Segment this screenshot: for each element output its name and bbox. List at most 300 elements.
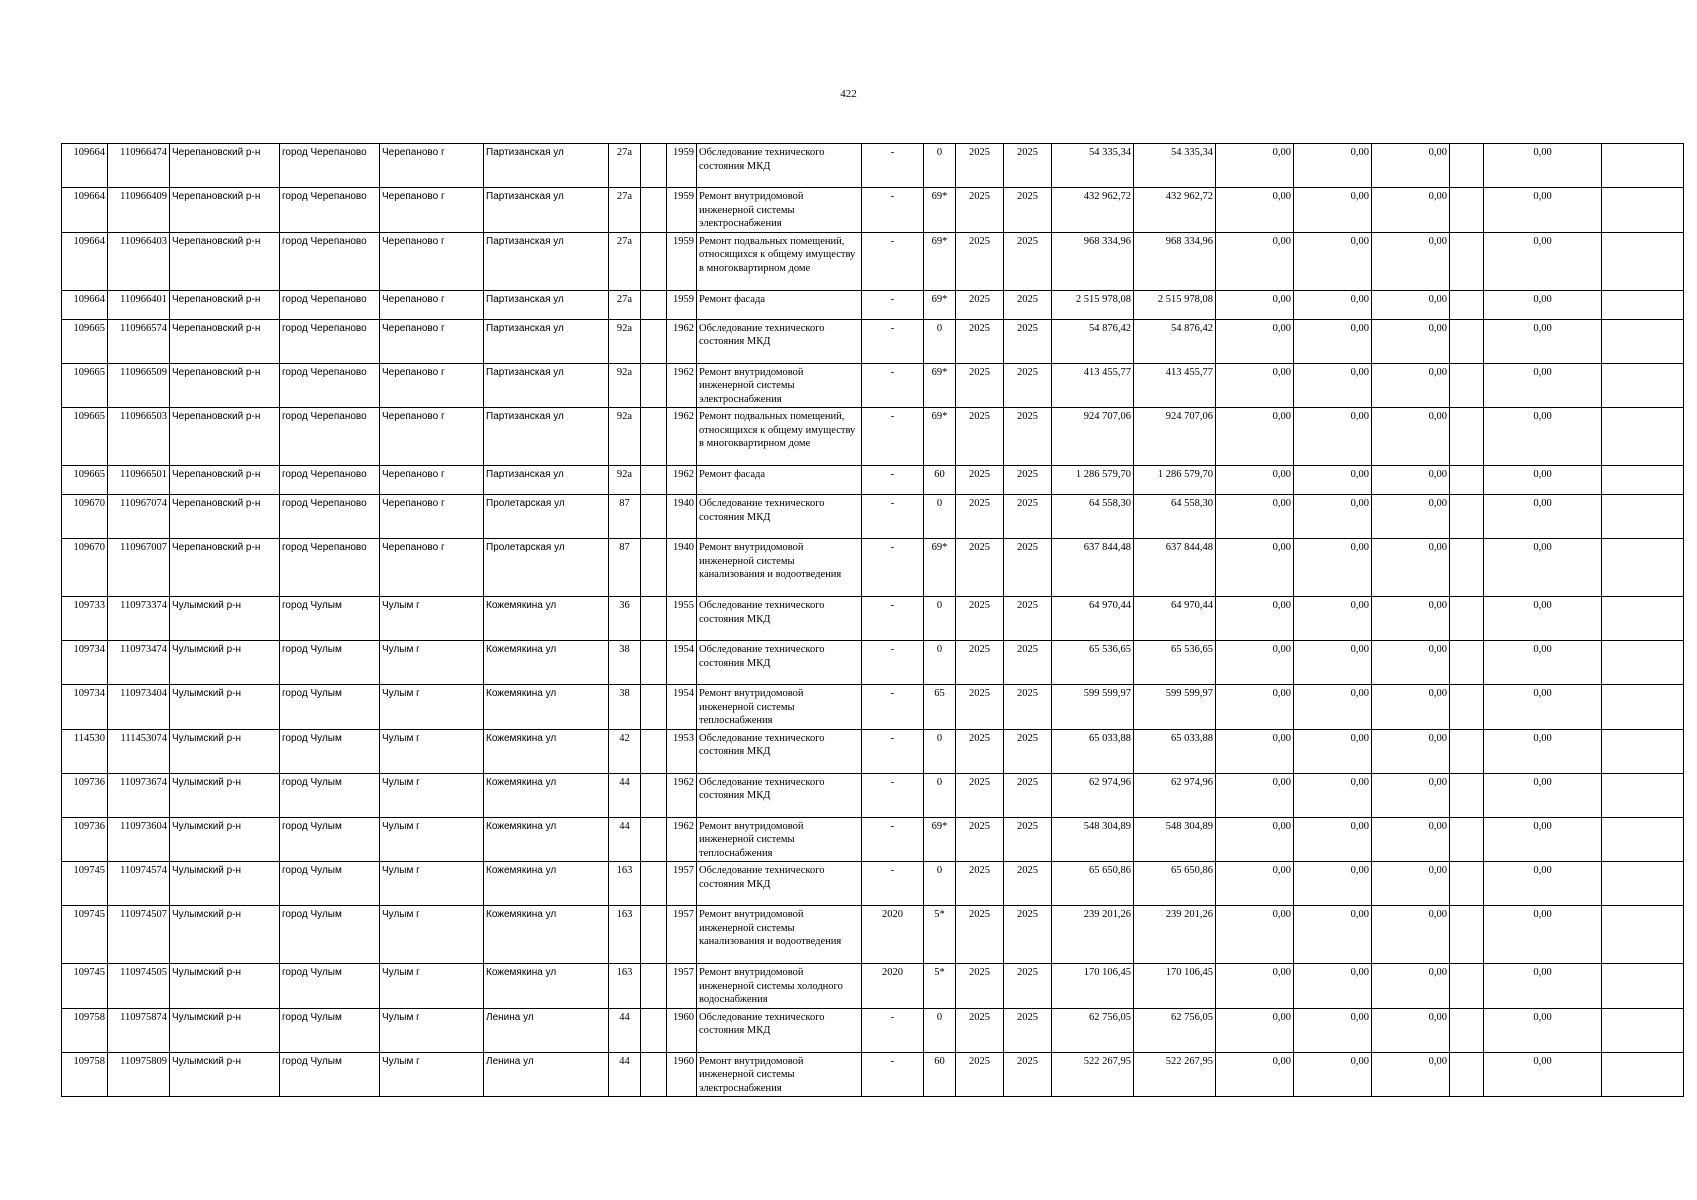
cell-work-type: Ремонт внутридомовой инженерной системы канализования и водоотведения xyxy=(697,539,862,597)
cell-work-id: 110966409 xyxy=(108,188,170,233)
cell-local-budget: 0,00 xyxy=(1372,964,1450,1009)
cell-other-sources: 0,00 xyxy=(1484,817,1602,862)
cell-work-id: 110966509 xyxy=(108,363,170,408)
cell-plan-year-end: 2025 xyxy=(1004,641,1052,685)
cell-fund-subsidy: 0,00 xyxy=(1216,144,1294,188)
cell-municipality: город Черепаново xyxy=(280,495,380,539)
cell-last-repair-year: - xyxy=(862,773,924,817)
cell-locality: Чулым г xyxy=(380,641,484,685)
cell-local-budget: 0,00 xyxy=(1372,539,1450,597)
cell-building xyxy=(641,144,667,188)
cell-wear-percent: 0 xyxy=(924,144,956,188)
cell-note xyxy=(1602,319,1684,363)
table-row xyxy=(62,964,1684,1009)
cell-own-funds: 54 335,34 xyxy=(1134,144,1216,188)
cell-municipality: город Чулым xyxy=(280,817,380,862)
cell-work-type: Ремонт внутридомовой инженерной системы электроснабжения xyxy=(697,188,862,233)
cell-plan-year-end: 2025 xyxy=(1004,597,1052,641)
cell-house-id: 109664 xyxy=(62,232,108,290)
cell-district: Чулымский р-н xyxy=(170,862,280,906)
cell-fund-subsidy: 0,00 xyxy=(1216,466,1294,495)
cell-spacer xyxy=(1450,597,1484,641)
cell-plan-year-start: 2025 xyxy=(956,290,1004,319)
cell-work-type: Обследование технического состояния МКД xyxy=(697,144,862,188)
cell-plan-year-start: 2025 xyxy=(956,906,1004,964)
cell-local-budget: 0,00 xyxy=(1372,466,1450,495)
cell-street: Партизанская ул xyxy=(484,408,609,466)
cell-house-id: 109733 xyxy=(62,597,108,641)
cell-work-id: 110967007 xyxy=(108,539,170,597)
cell-house-number: 44 xyxy=(609,773,641,817)
cell-own-funds: 65 536,65 xyxy=(1134,641,1216,685)
cell-locality: Черепаново г xyxy=(380,232,484,290)
cell-own-funds: 1 286 579,70 xyxy=(1134,466,1216,495)
cell-district: Чулымский р-н xyxy=(170,729,280,773)
cell-last-repair-year: - xyxy=(862,408,924,466)
cell-year-built: 1954 xyxy=(667,685,697,730)
cell-house-id: 109745 xyxy=(62,906,108,964)
cell-building xyxy=(641,466,667,495)
table-row xyxy=(62,773,1684,817)
cell-locality: Чулым г xyxy=(380,1052,484,1097)
cell-fund-subsidy: 0,00 xyxy=(1216,232,1294,290)
cell-building xyxy=(641,862,667,906)
cell-plan-year-start: 2025 xyxy=(956,1052,1004,1097)
cell-spacer xyxy=(1450,363,1484,408)
cell-work-id: 110966503 xyxy=(108,408,170,466)
cell-total-cost: 65 033,88 xyxy=(1052,729,1134,773)
table-row xyxy=(62,906,1684,964)
cell-wear-percent: 0 xyxy=(924,862,956,906)
cell-building xyxy=(641,597,667,641)
cell-street: Кожемякина ул xyxy=(484,641,609,685)
cell-street: Партизанская ул xyxy=(484,466,609,495)
cell-house-number: 27а xyxy=(609,290,641,319)
cell-plan-year-end: 2025 xyxy=(1004,408,1052,466)
cell-district: Черепановский р-н xyxy=(170,232,280,290)
cell-district: Чулымский р-н xyxy=(170,773,280,817)
cell-district: Черепановский р-н xyxy=(170,466,280,495)
cell-work-id: 110975874 xyxy=(108,1008,170,1052)
cell-building xyxy=(641,495,667,539)
cell-wear-percent: 60 xyxy=(924,466,956,495)
cell-work-id: 110966403 xyxy=(108,232,170,290)
cell-locality: Чулым г xyxy=(380,964,484,1009)
cell-municipality: город Черепаново xyxy=(280,363,380,408)
cell-wear-percent: 0 xyxy=(924,641,956,685)
cell-last-repair-year: - xyxy=(862,144,924,188)
cell-year-built: 1957 xyxy=(667,862,697,906)
cell-last-repair-year: - xyxy=(862,641,924,685)
cell-locality: Чулым г xyxy=(380,729,484,773)
cell-last-repair-year: 2020 xyxy=(862,906,924,964)
cell-wear-percent: 69* xyxy=(924,363,956,408)
cell-locality: Черепаново г xyxy=(380,363,484,408)
cell-work-id: 110973404 xyxy=(108,685,170,730)
cell-other-sources: 0,00 xyxy=(1484,1052,1602,1097)
cell-spacer xyxy=(1450,144,1484,188)
cell-wear-percent: 69* xyxy=(924,539,956,597)
cell-work-type: Ремонт подвальных помещений, относящихся к общему имуществу в многоквартирном доме xyxy=(697,232,862,290)
cell-wear-percent: 65 xyxy=(924,685,956,730)
cell-municipality: город Чулым xyxy=(280,773,380,817)
cell-work-id: 110975809 xyxy=(108,1052,170,1097)
cell-note xyxy=(1602,597,1684,641)
cell-local-budget: 0,00 xyxy=(1372,1052,1450,1097)
cell-region-budget: 0,00 xyxy=(1294,964,1372,1009)
cell-other-sources: 0,00 xyxy=(1484,729,1602,773)
cell-spacer xyxy=(1450,1052,1484,1097)
cell-district: Чулымский р-н xyxy=(170,817,280,862)
cell-wear-percent: 0 xyxy=(924,1008,956,1052)
cell-wear-percent: 69* xyxy=(924,188,956,233)
cell-other-sources: 0,00 xyxy=(1484,641,1602,685)
cell-note xyxy=(1602,773,1684,817)
cell-own-funds: 432 962,72 xyxy=(1134,188,1216,233)
cell-house-id: 109736 xyxy=(62,773,108,817)
cell-district: Чулымский р-н xyxy=(170,906,280,964)
cell-house-id: 109665 xyxy=(62,319,108,363)
cell-note xyxy=(1602,1008,1684,1052)
cell-house-number: 87 xyxy=(609,495,641,539)
cell-fund-subsidy: 0,00 xyxy=(1216,408,1294,466)
cell-work-id: 110973604 xyxy=(108,817,170,862)
cell-other-sources: 0,00 xyxy=(1484,232,1602,290)
cell-house-id: 109670 xyxy=(62,539,108,597)
table-row xyxy=(62,363,1684,408)
cell-house-id: 109758 xyxy=(62,1052,108,1097)
cell-plan-year-start: 2025 xyxy=(956,729,1004,773)
cell-total-cost: 54 876,42 xyxy=(1052,319,1134,363)
cell-other-sources: 0,00 xyxy=(1484,597,1602,641)
cell-house-id: 109745 xyxy=(62,964,108,1009)
cell-house-number: 27а xyxy=(609,144,641,188)
cell-other-sources: 0,00 xyxy=(1484,408,1602,466)
cell-local-budget: 0,00 xyxy=(1372,290,1450,319)
cell-district: Черепановский р-н xyxy=(170,188,280,233)
cell-region-budget: 0,00 xyxy=(1294,188,1372,233)
cell-municipality: город Чулым xyxy=(280,729,380,773)
cell-other-sources: 0,00 xyxy=(1484,290,1602,319)
cell-work-type: Обследование технического состояния МКД xyxy=(697,597,862,641)
cell-building xyxy=(641,817,667,862)
cell-district: Черепановский р-н xyxy=(170,408,280,466)
cell-own-funds: 64 970,44 xyxy=(1134,597,1216,641)
cell-plan-year-end: 2025 xyxy=(1004,144,1052,188)
cell-own-funds: 65 033,88 xyxy=(1134,729,1216,773)
cell-plan-year-end: 2025 xyxy=(1004,1008,1052,1052)
cell-last-repair-year: - xyxy=(862,539,924,597)
cell-work-type: Ремонт фасада xyxy=(697,466,862,495)
table-row xyxy=(62,597,1684,641)
cell-plan-year-start: 2025 xyxy=(956,964,1004,1009)
cell-note xyxy=(1602,290,1684,319)
cell-own-funds: 2 515 978,08 xyxy=(1134,290,1216,319)
cell-work-id: 110966401 xyxy=(108,290,170,319)
cell-fund-subsidy: 0,00 xyxy=(1216,964,1294,1009)
cell-building xyxy=(641,363,667,408)
cell-house-number: 36 xyxy=(609,597,641,641)
table-row xyxy=(62,466,1684,495)
cell-fund-subsidy: 0,00 xyxy=(1216,495,1294,539)
cell-total-cost: 65 650,86 xyxy=(1052,862,1134,906)
cell-last-repair-year: - xyxy=(862,817,924,862)
cell-work-type: Обследование технического состояния МКД xyxy=(697,862,862,906)
cell-region-budget: 0,00 xyxy=(1294,495,1372,539)
cell-region-budget: 0,00 xyxy=(1294,232,1372,290)
cell-house-id: 109736 xyxy=(62,817,108,862)
cell-municipality: город Чулым xyxy=(280,1052,380,1097)
cell-locality: Черепаново г xyxy=(380,188,484,233)
cell-plan-year-start: 2025 xyxy=(956,685,1004,730)
cell-total-cost: 924 707,06 xyxy=(1052,408,1134,466)
cell-local-budget: 0,00 xyxy=(1372,144,1450,188)
cell-spacer xyxy=(1450,188,1484,233)
cell-locality: Чулым г xyxy=(380,1008,484,1052)
cell-work-id: 110967074 xyxy=(108,495,170,539)
cell-locality: Чулым г xyxy=(380,817,484,862)
cell-house-id: 109734 xyxy=(62,641,108,685)
cell-local-budget: 0,00 xyxy=(1372,817,1450,862)
cell-total-cost: 239 201,26 xyxy=(1052,906,1134,964)
cell-year-built: 1962 xyxy=(667,319,697,363)
cell-house-id: 109734 xyxy=(62,685,108,730)
cell-total-cost: 64 970,44 xyxy=(1052,597,1134,641)
cell-local-budget: 0,00 xyxy=(1372,495,1450,539)
cell-total-cost: 64 558,30 xyxy=(1052,495,1134,539)
capital-repair-table xyxy=(61,143,1684,1097)
cell-house-number: 92а xyxy=(609,466,641,495)
cell-region-budget: 0,00 xyxy=(1294,773,1372,817)
cell-note xyxy=(1602,363,1684,408)
cell-region-budget: 0,00 xyxy=(1294,862,1372,906)
cell-fund-subsidy: 0,00 xyxy=(1216,729,1294,773)
cell-fund-subsidy: 0,00 xyxy=(1216,597,1294,641)
cell-year-built: 1957 xyxy=(667,964,697,1009)
cell-region-budget: 0,00 xyxy=(1294,319,1372,363)
cell-year-built: 1955 xyxy=(667,597,697,641)
cell-note xyxy=(1602,495,1684,539)
cell-region-budget: 0,00 xyxy=(1294,144,1372,188)
cell-year-built: 1962 xyxy=(667,363,697,408)
cell-house-number: 163 xyxy=(609,906,641,964)
cell-note xyxy=(1602,408,1684,466)
cell-house-id: 109758 xyxy=(62,1008,108,1052)
cell-total-cost: 62 756,05 xyxy=(1052,1008,1134,1052)
cell-fund-subsidy: 0,00 xyxy=(1216,906,1294,964)
cell-work-type: Обследование технического состояния МКД xyxy=(697,729,862,773)
cell-plan-year-end: 2025 xyxy=(1004,466,1052,495)
cell-plan-year-start: 2025 xyxy=(956,641,1004,685)
cell-local-budget: 0,00 xyxy=(1372,641,1450,685)
cell-locality: Чулым г xyxy=(380,906,484,964)
cell-street: Партизанская ул xyxy=(484,144,609,188)
cell-fund-subsidy: 0,00 xyxy=(1216,1008,1294,1052)
cell-note xyxy=(1602,466,1684,495)
cell-wear-percent: 69* xyxy=(924,290,956,319)
cell-house-number: 38 xyxy=(609,641,641,685)
cell-work-id: 110966474 xyxy=(108,144,170,188)
cell-spacer xyxy=(1450,729,1484,773)
cell-plan-year-start: 2025 xyxy=(956,319,1004,363)
cell-work-type: Ремонт фасада xyxy=(697,290,862,319)
cell-year-built: 1959 xyxy=(667,290,697,319)
cell-spacer xyxy=(1450,817,1484,862)
cell-locality: Черепаново г xyxy=(380,319,484,363)
cell-region-budget: 0,00 xyxy=(1294,597,1372,641)
cell-building xyxy=(641,906,667,964)
cell-municipality: город Чулым xyxy=(280,641,380,685)
cell-note xyxy=(1602,641,1684,685)
cell-house-number: 92а xyxy=(609,319,641,363)
cell-note xyxy=(1602,1052,1684,1097)
cell-house-id: 109665 xyxy=(62,408,108,466)
cell-work-id: 111453074 xyxy=(108,729,170,773)
cell-municipality: город Черепаново xyxy=(280,408,380,466)
cell-spacer xyxy=(1450,641,1484,685)
cell-last-repair-year: - xyxy=(862,319,924,363)
cell-plan-year-end: 2025 xyxy=(1004,363,1052,408)
cell-year-built: 1962 xyxy=(667,408,697,466)
cell-other-sources: 0,00 xyxy=(1484,144,1602,188)
cell-house-number: 38 xyxy=(609,685,641,730)
cell-municipality: город Черепаново xyxy=(280,319,380,363)
cell-district: Черепановский р-н xyxy=(170,144,280,188)
cell-year-built: 1954 xyxy=(667,641,697,685)
cell-note xyxy=(1602,188,1684,233)
cell-wear-percent: 0 xyxy=(924,597,956,641)
cell-own-funds: 65 650,86 xyxy=(1134,862,1216,906)
cell-plan-year-start: 2025 xyxy=(956,144,1004,188)
cell-last-repair-year: - xyxy=(862,597,924,641)
cell-wear-percent: 5* xyxy=(924,906,956,964)
cell-street: Кожемякина ул xyxy=(484,597,609,641)
cell-year-built: 1957 xyxy=(667,906,697,964)
cell-building xyxy=(641,964,667,1009)
table-row xyxy=(62,188,1684,233)
cell-building xyxy=(641,408,667,466)
cell-plan-year-start: 2025 xyxy=(956,495,1004,539)
cell-region-budget: 0,00 xyxy=(1294,641,1372,685)
table-row xyxy=(62,319,1684,363)
cell-work-id: 110966501 xyxy=(108,466,170,495)
cell-plan-year-start: 2025 xyxy=(956,363,1004,408)
table-row xyxy=(62,1008,1684,1052)
cell-total-cost: 432 962,72 xyxy=(1052,188,1134,233)
cell-total-cost: 2 515 978,08 xyxy=(1052,290,1134,319)
cell-own-funds: 522 267,95 xyxy=(1134,1052,1216,1097)
table-body xyxy=(62,144,1684,1097)
cell-last-repair-year: - xyxy=(862,1052,924,1097)
cell-wear-percent: 0 xyxy=(924,319,956,363)
cell-fund-subsidy: 0,00 xyxy=(1216,773,1294,817)
cell-last-repair-year: - xyxy=(862,466,924,495)
cell-total-cost: 548 304,89 xyxy=(1052,817,1134,862)
cell-building xyxy=(641,685,667,730)
cell-work-type: Обследование технического состояния МКД xyxy=(697,773,862,817)
cell-fund-subsidy: 0,00 xyxy=(1216,363,1294,408)
cell-local-budget: 0,00 xyxy=(1372,188,1450,233)
cell-year-built: 1960 xyxy=(667,1008,697,1052)
cell-plan-year-end: 2025 xyxy=(1004,1052,1052,1097)
cell-total-cost: 968 334,96 xyxy=(1052,232,1134,290)
cell-region-budget: 0,00 xyxy=(1294,539,1372,597)
cell-other-sources: 0,00 xyxy=(1484,964,1602,1009)
cell-locality: Черепаново г xyxy=(380,290,484,319)
cell-house-id: 109665 xyxy=(62,466,108,495)
cell-local-budget: 0,00 xyxy=(1372,685,1450,730)
cell-local-budget: 0,00 xyxy=(1372,1008,1450,1052)
cell-local-budget: 0,00 xyxy=(1372,773,1450,817)
cell-house-id: 109664 xyxy=(62,144,108,188)
cell-work-type: Обследование технического состояния МКД xyxy=(697,319,862,363)
cell-year-built: 1953 xyxy=(667,729,697,773)
table-row xyxy=(62,539,1684,597)
cell-own-funds: 548 304,89 xyxy=(1134,817,1216,862)
cell-locality: Чулым г xyxy=(380,773,484,817)
cell-wear-percent: 69* xyxy=(924,232,956,290)
cell-street: Пролетарская ул xyxy=(484,539,609,597)
table-row xyxy=(62,817,1684,862)
cell-plan-year-end: 2025 xyxy=(1004,817,1052,862)
cell-year-built: 1962 xyxy=(667,773,697,817)
cell-total-cost: 637 844,48 xyxy=(1052,539,1134,597)
cell-work-id: 110973474 xyxy=(108,641,170,685)
cell-wear-percent: 0 xyxy=(924,495,956,539)
cell-year-built: 1959 xyxy=(667,144,697,188)
cell-work-id: 110973374 xyxy=(108,597,170,641)
cell-fund-subsidy: 0,00 xyxy=(1216,862,1294,906)
cell-own-funds: 924 707,06 xyxy=(1134,408,1216,466)
cell-house-id: 109670 xyxy=(62,495,108,539)
cell-plan-year-end: 2025 xyxy=(1004,188,1052,233)
cell-work-type: Ремонт внутридомовой инженерной системы теплоснабжения xyxy=(697,685,862,730)
cell-spacer xyxy=(1450,290,1484,319)
cell-plan-year-end: 2025 xyxy=(1004,729,1052,773)
cell-local-budget: 0,00 xyxy=(1372,408,1450,466)
cell-fund-subsidy: 0,00 xyxy=(1216,817,1294,862)
cell-house-id: 109745 xyxy=(62,862,108,906)
cell-total-cost: 599 599,97 xyxy=(1052,685,1134,730)
cell-building xyxy=(641,773,667,817)
table-row xyxy=(62,641,1684,685)
cell-plan-year-end: 2025 xyxy=(1004,539,1052,597)
cell-last-repair-year: - xyxy=(862,363,924,408)
cell-other-sources: 0,00 xyxy=(1484,363,1602,408)
cell-house-number: 163 xyxy=(609,862,641,906)
cell-other-sources: 0,00 xyxy=(1484,466,1602,495)
cell-wear-percent: 5* xyxy=(924,964,956,1009)
cell-municipality: город Черепаново xyxy=(280,466,380,495)
cell-note xyxy=(1602,817,1684,862)
cell-district: Черепановский р-н xyxy=(170,319,280,363)
cell-spacer xyxy=(1450,862,1484,906)
cell-street: Кожемякина ул xyxy=(484,964,609,1009)
cell-street: Партизанская ул xyxy=(484,188,609,233)
cell-building xyxy=(641,319,667,363)
cell-local-budget: 0,00 xyxy=(1372,232,1450,290)
cell-total-cost: 522 267,95 xyxy=(1052,1052,1134,1097)
cell-wear-percent: 0 xyxy=(924,729,956,773)
cell-work-type: Ремонт подвальных помещений, относящихся к общему имуществу в многоквартирном доме xyxy=(697,408,862,466)
cell-plan-year-start: 2025 xyxy=(956,1008,1004,1052)
cell-fund-subsidy: 0,00 xyxy=(1216,685,1294,730)
cell-note xyxy=(1602,232,1684,290)
cell-house-number: 44 xyxy=(609,1008,641,1052)
cell-locality: Черепаново г xyxy=(380,495,484,539)
cell-house-number: 92а xyxy=(609,408,641,466)
cell-local-budget: 0,00 xyxy=(1372,729,1450,773)
